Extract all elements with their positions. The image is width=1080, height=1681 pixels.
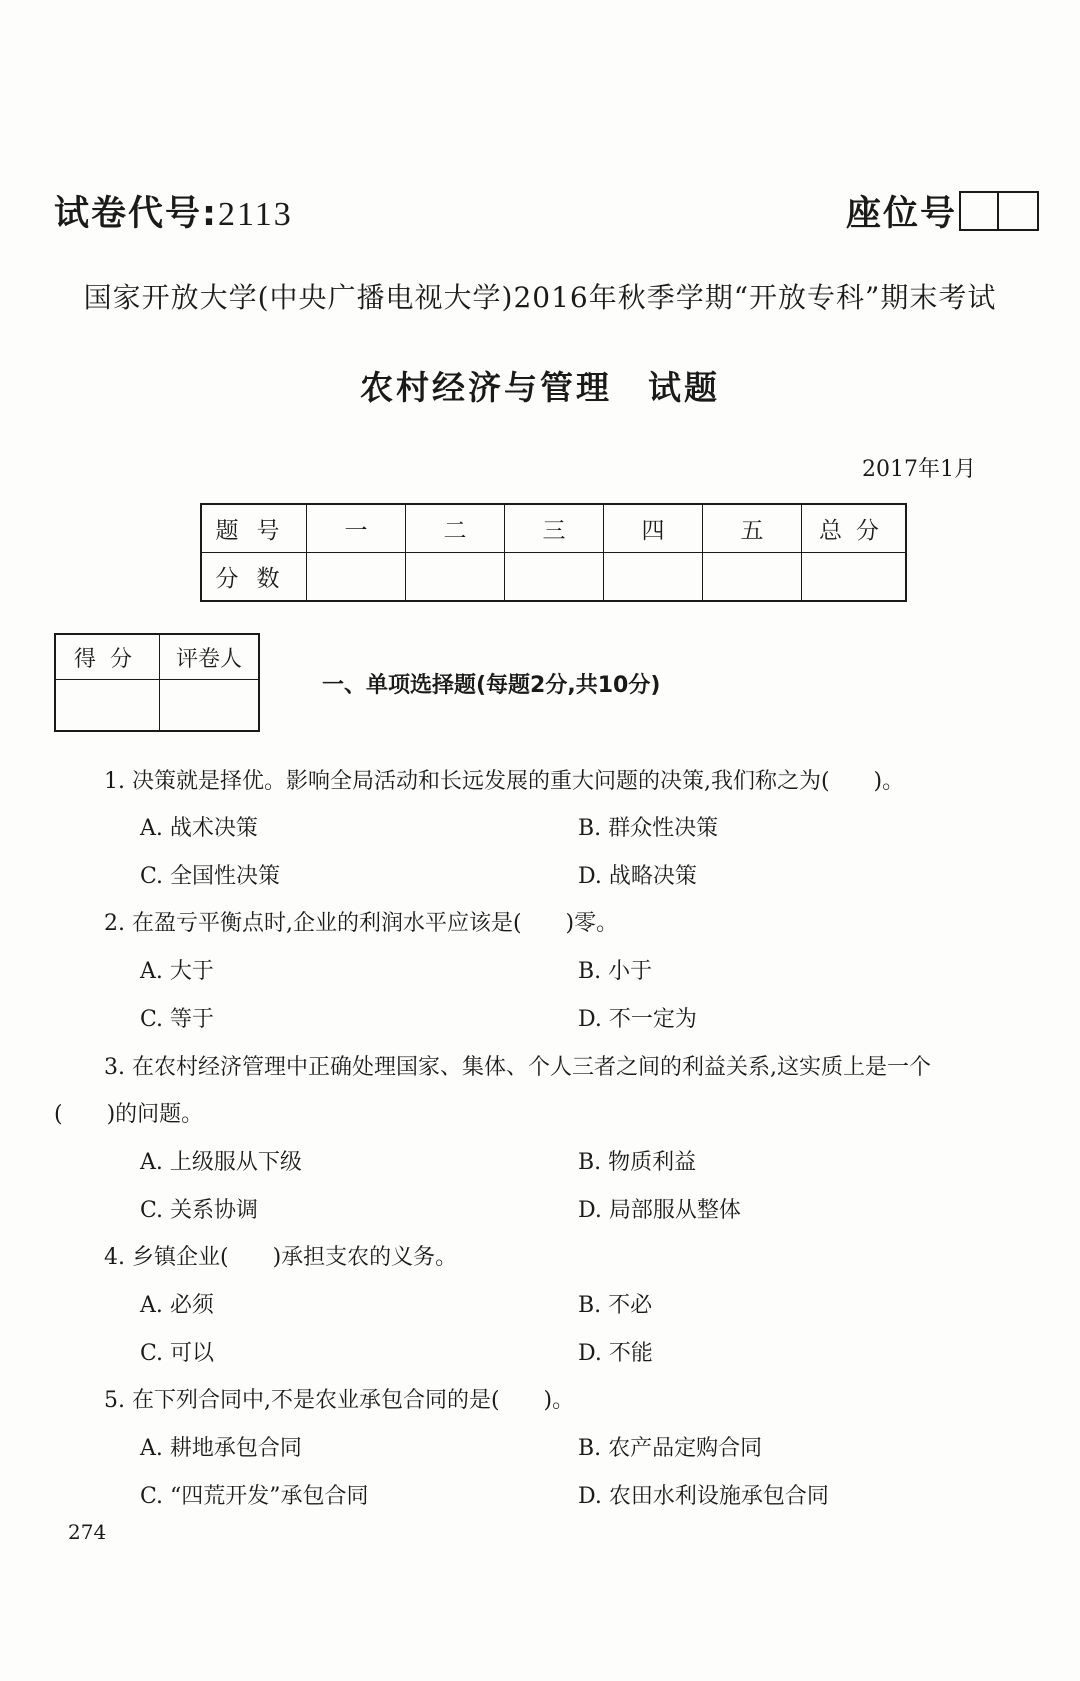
section-title: 一、单项选择题(每题2分,共10分) — [322, 673, 661, 698]
question-stem-continuation: ( )的问题。 — [54, 1102, 204, 1127]
question-stem: 1. 决策就是择优。影响全局活动和长远发展的重大问题的决策,我们称之为( )。 — [104, 769, 905, 794]
question-stem: 5. 在下列合同中,不是农业承包合同的是( )。 — [104, 1388, 575, 1413]
grader-score-cell — [55, 680, 160, 732]
grader-name-cell — [160, 680, 260, 732]
question-option: B. 小于 — [578, 959, 653, 984]
score-table-score-row — [201, 553, 906, 602]
seat-number-label: 座位号 — [846, 194, 958, 234]
question-option: A. 战术决策 — [140, 816, 258, 841]
question-option: D. 农田水利设施承包合同 — [578, 1484, 829, 1509]
question-stem: 4. 乡镇企业( )承担支农的义务。 — [104, 1245, 458, 1270]
grader-table-body-row — [55, 680, 259, 732]
question-option: B. 不必 — [578, 1293, 653, 1318]
grader-table-header-row — [55, 634, 259, 680]
score-cell — [802, 553, 907, 602]
question-option: A. 耕地承包合同 — [140, 1436, 302, 1461]
question-option: D. 不能 — [578, 1341, 653, 1366]
question-option: D. 战略决策 — [578, 864, 697, 889]
question-option: C. 全国性决策 — [140, 864, 281, 889]
seat-box — [959, 191, 999, 231]
score-table-column: 三 — [505, 504, 604, 553]
exam-date: 2017年1月 — [862, 457, 976, 482]
grader-table — [54, 633, 260, 732]
question-option: D. 局部服从整体 — [578, 1198, 741, 1223]
score-table-column: 一 — [307, 504, 406, 553]
score-cell — [307, 553, 406, 602]
question-option: B. 群众性决策 — [578, 816, 719, 841]
score-table-row-label: 分数 — [201, 553, 307, 602]
score-table-column: 二 — [406, 504, 505, 553]
exam-heading: 国家开放大学(中央广播电视大学)2016年秋季学期“开放专科”期末考试 — [83, 281, 997, 314]
question-option: C. 等于 — [140, 1007, 215, 1032]
score-cell — [505, 553, 604, 602]
question-option: C. 可以 — [140, 1341, 215, 1366]
paper-code — [54, 186, 293, 236]
seat-number — [846, 186, 1039, 236]
score-table-row-label: 题号 — [201, 504, 307, 553]
paper-code-value: 2113 — [218, 196, 293, 233]
paper-title: 农村经济与管理 试题 — [360, 368, 720, 407]
seat-box — [999, 191, 1039, 231]
grader-label: 评卷人 — [160, 634, 260, 680]
score-table-column: 总分 — [802, 504, 907, 553]
question-stem: 2. 在盈亏平衡点时,企业的利润水平应该是( )零。 — [104, 911, 619, 936]
score-table-column: 五 — [703, 504, 802, 553]
question-option: D. 不一定为 — [578, 1007, 697, 1032]
grader-score-label: 得分 — [55, 634, 160, 680]
score-table-header-row — [201, 504, 906, 553]
score-table-column: 四 — [604, 504, 703, 553]
question-option: C. 关系协调 — [140, 1198, 259, 1223]
question-option: A. 上级服从下级 — [140, 1150, 302, 1175]
score-cell — [703, 553, 802, 602]
page-number: 274 — [68, 1520, 107, 1544]
question-stem: 3. 在农村经济管理中正确处理国家、集体、个人三者之间的利益关系,这实质上是一个 — [104, 1055, 931, 1080]
question-option: B. 农产品定购合同 — [578, 1436, 763, 1461]
question-option: A. 必须 — [140, 1293, 214, 1318]
score-cell — [406, 553, 505, 602]
paper-code-label: 试卷代号: — [54, 194, 218, 234]
question-option: C. “四荒开发”承包合同 — [140, 1484, 369, 1509]
score-table — [200, 503, 907, 602]
score-cell — [604, 553, 703, 602]
question-option: B. 物质利益 — [578, 1150, 697, 1175]
question-option: A. 大于 — [140, 959, 214, 984]
seat-number-boxes — [959, 191, 1039, 231]
